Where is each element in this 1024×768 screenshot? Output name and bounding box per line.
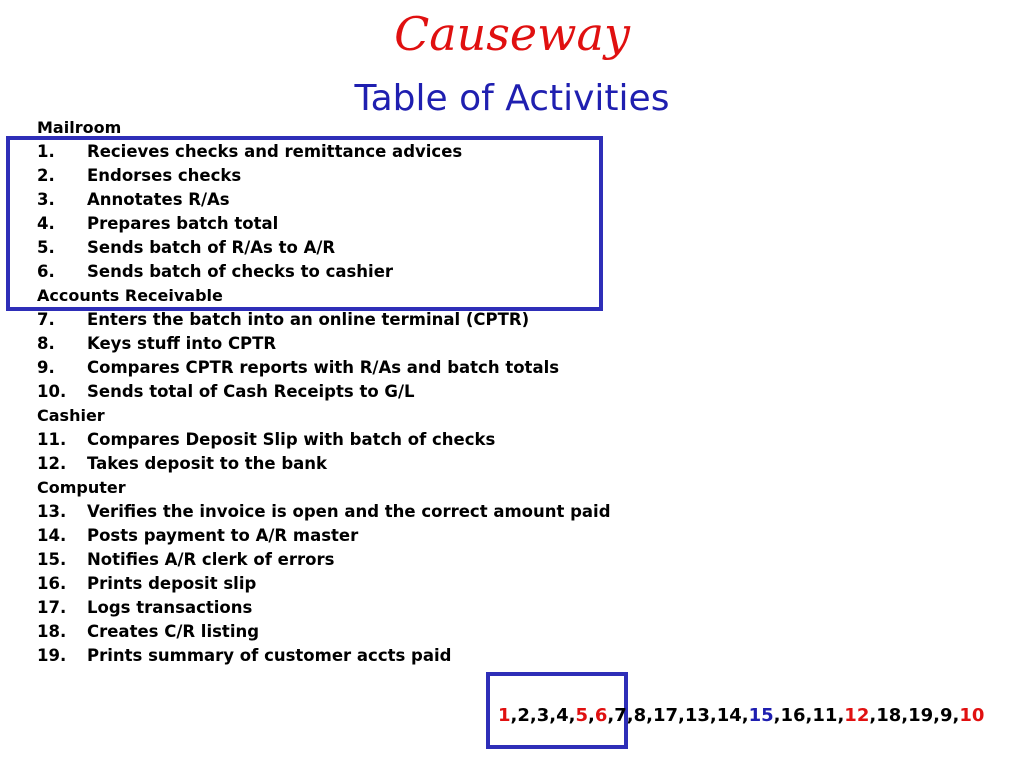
item-text: Recieves checks and remittance advices (87, 142, 463, 161)
item-text: Notifies A/R clerk of errors (87, 550, 335, 569)
section-heading-computer: Computer (37, 478, 126, 497)
sequence-token: 6 (594, 705, 608, 726)
item-text: Annotates R/As (87, 190, 230, 209)
item-text: Compares CPTR reports with R/As and batch totals (87, 358, 560, 377)
item-number: 17. (37, 598, 67, 617)
activity-sequence (498, 703, 984, 729)
sequence-token: ,18,19,9, (869, 705, 960, 726)
sequence-token: ,2,3,4, (510, 705, 576, 726)
section-heading-cashier: Cashier (37, 406, 105, 425)
list-item (37, 548, 611, 572)
item-text: Sends total of Cash Receipts to G/L (87, 382, 415, 401)
section-heading-mailroom: Mailroom (37, 118, 122, 137)
item-number: 9. (37, 358, 55, 377)
item-number: 14. (37, 526, 67, 545)
sequence-token: 1 (498, 705, 511, 726)
item-number: 12. (37, 454, 67, 473)
item-number: 2. (37, 166, 55, 185)
section-heading-accounts-receivable: Accounts Receivable (37, 286, 223, 305)
item-number: 4. (37, 214, 55, 233)
list-item (37, 500, 611, 524)
list-item (37, 452, 611, 476)
list-item (37, 332, 611, 356)
item-text: Keys stuff into CPTR (87, 334, 277, 353)
item-text: Verifies the invoice is open and the correct amount paid (87, 502, 611, 521)
item-number: 8. (37, 334, 55, 353)
page-title: Causeway (394, 7, 630, 61)
item-text: Sends batch of checks to cashier (87, 262, 394, 281)
list-item (37, 620, 611, 644)
item-text: Compares Deposit Slip with batch of checks (87, 430, 496, 449)
list-item (37, 356, 611, 380)
item-text: Takes deposit to the bank (87, 454, 328, 473)
sequence-token: ,16,11, (773, 705, 845, 726)
item-number: 11. (37, 430, 67, 449)
item-number: 10. (37, 382, 67, 401)
item-number: 7. (37, 310, 55, 329)
mailroom-highlight-box (6, 136, 603, 311)
item-text: Endorses checks (87, 166, 242, 185)
list-item (37, 428, 611, 452)
item-number: 1. (37, 142, 55, 161)
item-text: Prints deposit slip (87, 574, 257, 593)
page-subtitle: Table of Activities (354, 78, 670, 119)
item-number: 16. (37, 574, 67, 593)
list-item (37, 380, 611, 404)
item-text: Creates C/R listing (87, 622, 260, 641)
list-item (37, 308, 611, 332)
item-text: Posts payment to A/R master (87, 526, 359, 545)
sequence-token: 10 (959, 705, 985, 726)
sequence-token: , (588, 705, 595, 726)
item-number: 15. (37, 550, 67, 569)
list-item (37, 524, 611, 548)
item-text: Logs transactions (87, 598, 253, 617)
item-number: 3. (37, 190, 55, 209)
list-item (37, 644, 611, 668)
item-text: Prepares batch total (87, 214, 279, 233)
sequence-token: ,7,8,17,13,14, (607, 705, 749, 726)
item-number: 18. (37, 622, 67, 641)
item-number: 6. (37, 262, 55, 281)
sequence-token: 15 (748, 705, 774, 726)
item-text: Prints summary of customer accts paid (87, 646, 452, 665)
sequence-token: 12 (844, 705, 870, 726)
list-item (37, 572, 611, 596)
item-number: 5. (37, 238, 55, 257)
item-text: Enters the batch into an online terminal (CPTR) (87, 310, 530, 329)
list-item (37, 596, 611, 620)
item-number: 13. (37, 502, 67, 521)
item-number: 19. (37, 646, 67, 665)
sequence-token: 5 (575, 705, 588, 726)
item-text: Sends batch of R/As to A/R (87, 238, 336, 257)
